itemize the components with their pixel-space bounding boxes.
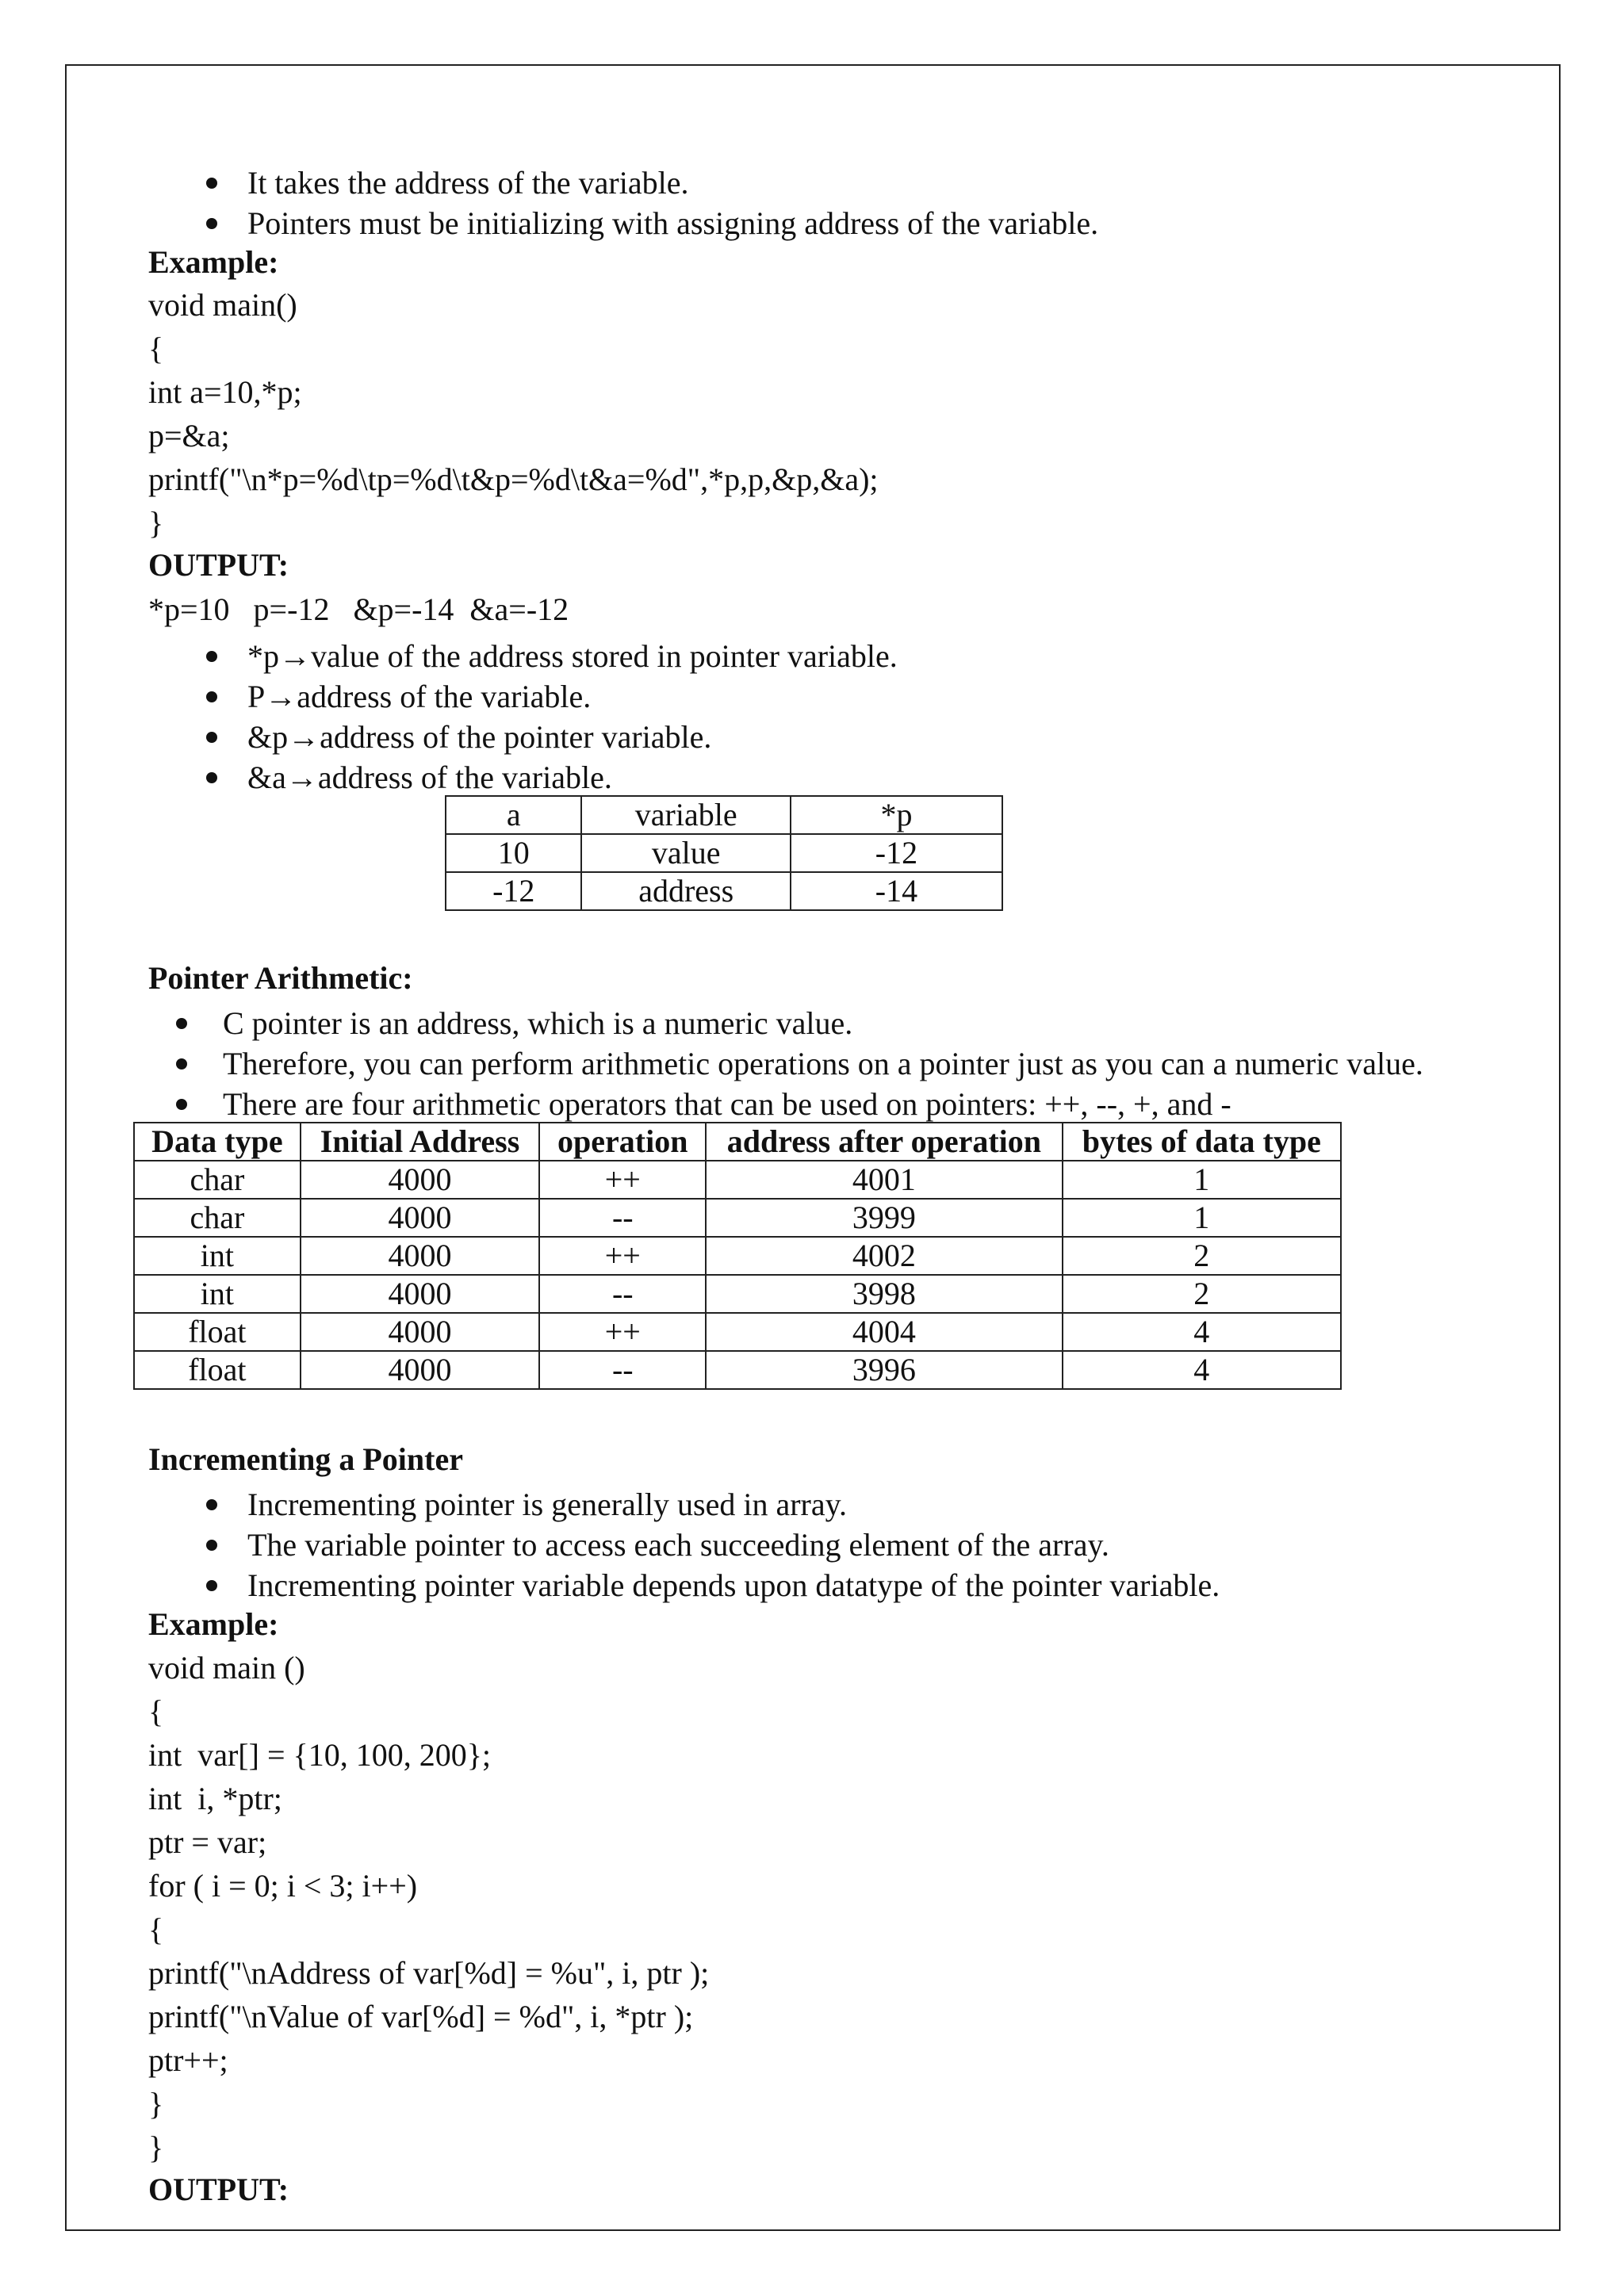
bullet-icon <box>206 178 217 189</box>
increment-bullet: Incrementing pointer variable depends upon datatype of the pointer variable. <box>247 1567 1220 1603</box>
table-cell: 3996 <box>706 1351 1062 1389</box>
table-cell: char <box>134 1199 301 1237</box>
table-cell: 4 <box>1063 1313 1341 1351</box>
table-cell: a <box>446 796 581 834</box>
output-heading: OUTPUT: <box>148 2172 289 2207</box>
code-line: void main() <box>148 287 297 323</box>
section-heading: Pointer Arithmetic: <box>148 960 413 996</box>
table-cell: 4000 <box>301 1237 540 1275</box>
bullet-icon <box>206 772 217 783</box>
table-cell: 4001 <box>706 1161 1062 1199</box>
table-cell: -- <box>539 1275 706 1313</box>
code-line: p=&a; <box>148 418 230 453</box>
table-cell: 1 <box>1063 1199 1341 1237</box>
table-cell: int <box>134 1275 301 1313</box>
table-row <box>134 1199 1341 1237</box>
pointer-value-table <box>445 795 1003 911</box>
table-row <box>134 1275 1341 1313</box>
bullet-icon <box>206 218 217 229</box>
table-cell: 4000 <box>301 1313 540 1351</box>
table-cell: 4 <box>1063 1351 1341 1389</box>
table-row <box>134 1237 1341 1275</box>
table-cell: int <box>134 1237 301 1275</box>
table-row <box>446 834 1002 872</box>
table-cell: ++ <box>539 1237 706 1275</box>
output-heading: OUTPUT: <box>148 547 289 583</box>
bullet-icon <box>206 691 217 702</box>
bullet-icon <box>176 1099 187 1110</box>
table-cell: float <box>134 1313 301 1351</box>
code-line: int i, *ptr; <box>148 1781 282 1816</box>
table-row <box>134 1161 1341 1199</box>
table-cell: 1 <box>1063 1161 1341 1199</box>
table-cell: -12 <box>791 834 1002 872</box>
bullet-icon <box>206 651 217 662</box>
output-line: *p=10 p=-12 &p=-14 &a=-12 <box>148 591 569 627</box>
arith-bullet: There are four arithmetic operators that can be used on pointers: ++, --, +, and - <box>223 1086 1231 1122</box>
code-line: } <box>148 505 164 541</box>
table-cell: ++ <box>539 1313 706 1351</box>
table-cell: 2 <box>1063 1237 1341 1275</box>
column-header: operation <box>539 1123 706 1161</box>
table-cell: address <box>581 872 790 910</box>
column-header: Initial Address <box>301 1123 540 1161</box>
code-line: { <box>148 1693 164 1729</box>
code-line: } <box>148 2086 164 2122</box>
table-cell: -- <box>539 1199 706 1237</box>
example-heading: Example: <box>148 244 279 280</box>
table-row <box>134 1313 1341 1351</box>
code-line: int var[] = {10, 100, 200}; <box>148 1737 492 1773</box>
bullet-icon <box>206 1540 217 1551</box>
table-cell: -12 <box>446 872 581 910</box>
table-cell: 3998 <box>706 1275 1062 1313</box>
bullet-icon <box>206 732 217 743</box>
code-line: ptr = var; <box>148 1824 267 1860</box>
table-cell: 2 <box>1063 1275 1341 1313</box>
column-header: Data type <box>134 1123 301 1161</box>
code-line: } <box>148 2130 164 2165</box>
example-heading: Example: <box>148 1606 279 1642</box>
increment-bullet: The variable pointer to access each succeeding element of the array. <box>247 1527 1109 1563</box>
bullet-icon <box>176 1058 187 1070</box>
output-bullet: &p→address of the pointer variable. <box>247 719 712 755</box>
code-line: { <box>148 331 164 366</box>
arith-bullet: C pointer is an address, which is a numeric value. <box>223 1005 853 1041</box>
table-cell: ++ <box>539 1161 706 1199</box>
column-header: address after operation <box>706 1123 1062 1161</box>
table-cell: -- <box>539 1351 706 1389</box>
table-cell: 3999 <box>706 1199 1062 1237</box>
output-bullet: &a→address of the variable. <box>247 760 612 795</box>
table-cell: 4000 <box>301 1161 540 1199</box>
table-cell: 4000 <box>301 1351 540 1389</box>
table-row <box>446 796 1002 834</box>
output-bullet: *p→value of the address stored in pointer variable. <box>247 638 898 674</box>
table-cell: variable <box>581 796 790 834</box>
code-line: ptr++; <box>148 2042 228 2078</box>
bullet-icon <box>176 1018 187 1029</box>
table-row <box>446 872 1002 910</box>
output-bullet: P→address of the variable. <box>247 679 592 714</box>
code-line: printf("\nValue of var[%d] = %d", i, *ptr ); <box>148 1999 694 2034</box>
table-cell: float <box>134 1351 301 1389</box>
code-line: void main () <box>148 1650 305 1686</box>
code-line: int a=10,*p; <box>148 374 302 410</box>
section-heading: Incrementing a Pointer <box>148 1441 463 1477</box>
table-cell: -14 <box>791 872 1002 910</box>
intro-bullet: It takes the address of the variable. <box>247 165 689 201</box>
table-cell: *p <box>791 796 1002 834</box>
table-cell: 4000 <box>301 1199 540 1237</box>
table-cell: 4000 <box>301 1275 540 1313</box>
arith-bullet: Therefore, you can perform arithmetic operations on a pointer just as you can a numeric value. <box>223 1046 1423 1081</box>
table-cell: 4004 <box>706 1313 1062 1351</box>
bullet-icon <box>206 1580 217 1591</box>
pointer-arithmetic-table <box>133 1122 1342 1390</box>
column-header: bytes of data type <box>1063 1123 1341 1161</box>
increment-bullet: Incrementing pointer is generally used in array. <box>247 1487 848 1522</box>
table-header-row <box>134 1123 1341 1161</box>
table-cell: char <box>134 1161 301 1199</box>
table-cell: 4002 <box>706 1237 1062 1275</box>
bullet-icon <box>206 1499 217 1510</box>
code-line: for ( i = 0; i < 3; i++) <box>148 1868 418 1904</box>
table-cell: value <box>581 834 790 872</box>
table-row <box>134 1351 1341 1389</box>
code-line: { <box>148 1911 164 1947</box>
table-cell: 10 <box>446 834 581 872</box>
code-line: printf("\nAddress of var[%d] = %u", i, ptr ); <box>148 1955 710 1991</box>
intro-bullet: Pointers must be initializing with assigning address of the variable. <box>247 205 1099 241</box>
code-line: printf("\n*p=%d\tp=%d\t&p=%d\t&a=%d",*p,p,&p,&a); <box>148 461 879 497</box>
